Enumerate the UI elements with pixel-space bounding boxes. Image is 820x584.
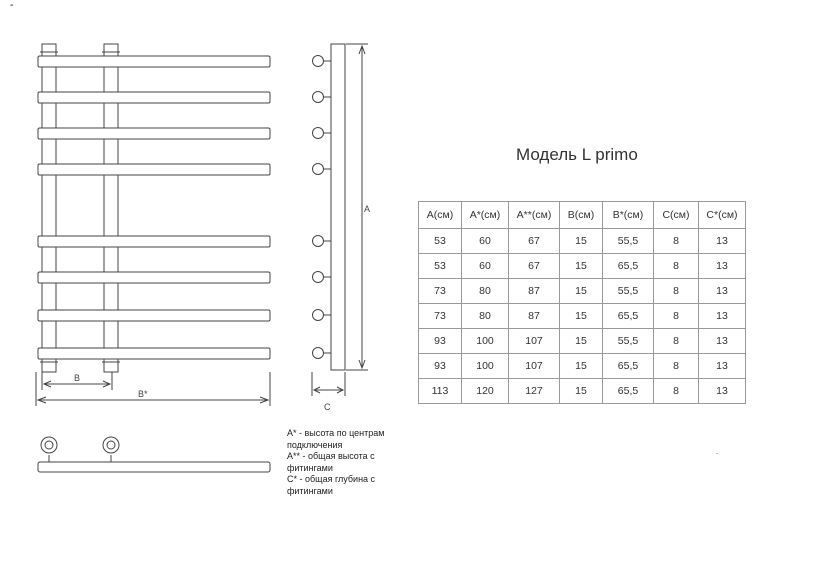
cell: 65,5 bbox=[603, 354, 654, 379]
table-row bbox=[419, 254, 746, 279]
cell: 13 bbox=[699, 304, 746, 329]
cell: 8 bbox=[654, 354, 699, 379]
cell: 65,5 bbox=[603, 304, 654, 329]
spec-table bbox=[418, 201, 746, 404]
cell: 55,5 bbox=[603, 229, 654, 254]
cell: 60 bbox=[462, 254, 509, 279]
knob bbox=[313, 56, 324, 67]
cell: 67 bbox=[509, 229, 560, 254]
rail bbox=[38, 128, 270, 139]
front-rails bbox=[38, 56, 270, 359]
cell: 8 bbox=[654, 229, 699, 254]
cell: 8 bbox=[654, 304, 699, 329]
dimension-b-star-label: B* bbox=[138, 389, 148, 399]
table-row bbox=[419, 329, 746, 354]
side-knobs bbox=[313, 56, 332, 359]
cell: 65,5 bbox=[603, 254, 654, 279]
cell: 120 bbox=[462, 379, 509, 404]
cell: 67 bbox=[509, 254, 560, 279]
cell: 73 bbox=[419, 304, 462, 329]
dimension-b-label: B bbox=[74, 373, 81, 383]
cell: 53 bbox=[419, 229, 462, 254]
cell: 8 bbox=[654, 379, 699, 404]
cell: 15 bbox=[560, 379, 603, 404]
cell: 93 bbox=[419, 329, 462, 354]
dimension-a-label: A bbox=[364, 204, 371, 214]
knob bbox=[313, 164, 324, 175]
side-view bbox=[312, 44, 371, 396]
cell: 113 bbox=[419, 379, 462, 404]
header-c-star: C*(см) bbox=[699, 202, 746, 229]
header-c: C(см) bbox=[654, 202, 699, 229]
cell: 15 bbox=[560, 329, 603, 354]
rail bbox=[38, 310, 270, 321]
cell: 13 bbox=[699, 354, 746, 379]
cell: 55,5 bbox=[603, 329, 654, 354]
front-view bbox=[38, 44, 270, 372]
header-b: B(см) bbox=[560, 202, 603, 229]
dimension-c-label: C bbox=[324, 402, 331, 412]
cell: 8 bbox=[654, 329, 699, 354]
rail bbox=[38, 236, 270, 247]
cell: 65,5 bbox=[603, 379, 654, 404]
header-b-star: B*(см) bbox=[603, 202, 654, 229]
table-row bbox=[419, 279, 746, 304]
knob bbox=[313, 310, 324, 321]
cell: 13 bbox=[699, 379, 746, 404]
table-row bbox=[419, 379, 746, 404]
knob bbox=[313, 272, 324, 283]
knob bbox=[313, 348, 324, 359]
table-row bbox=[419, 304, 746, 329]
footnote-c-star: C* - общая глубина с фитингами bbox=[287, 474, 376, 496]
rail bbox=[38, 348, 270, 359]
cell: 100 bbox=[462, 354, 509, 379]
cell: 100 bbox=[462, 329, 509, 354]
rail bbox=[38, 92, 270, 103]
table-row bbox=[419, 354, 746, 379]
cell: 8 bbox=[654, 254, 699, 279]
cell: 60 bbox=[462, 229, 509, 254]
cell: 53 bbox=[419, 254, 462, 279]
cell: 107 bbox=[509, 329, 560, 354]
corner-mark: - bbox=[10, 0, 14, 11]
rail bbox=[38, 56, 270, 67]
cell: 8 bbox=[654, 279, 699, 304]
model-title: Модель L primo bbox=[516, 145, 638, 164]
cell: 15 bbox=[560, 254, 603, 279]
cell: 15 bbox=[560, 304, 603, 329]
rail bbox=[38, 164, 270, 175]
width-dimensions bbox=[36, 372, 270, 406]
footnotes bbox=[287, 428, 397, 497]
cell: 107 bbox=[509, 354, 560, 379]
side-collector bbox=[331, 44, 345, 370]
top-view bbox=[38, 437, 270, 472]
knob bbox=[313, 236, 324, 247]
rail bbox=[38, 272, 270, 283]
cell: 15 bbox=[560, 279, 603, 304]
footnote-a-double-star: A** - общая высота с фитингами bbox=[287, 451, 375, 473]
stray-mark: . bbox=[716, 447, 719, 456]
header-a-double-star: A**(см) bbox=[509, 202, 560, 229]
cell: 13 bbox=[699, 279, 746, 304]
footnote-a-star: A* - высота по центрам подключения bbox=[287, 428, 385, 450]
header-a: A(см) bbox=[419, 202, 462, 229]
cell: 13 bbox=[699, 329, 746, 354]
knob bbox=[313, 128, 324, 139]
cell: 93 bbox=[419, 354, 462, 379]
header-a-star: A*(см) bbox=[462, 202, 509, 229]
cell: 80 bbox=[462, 304, 509, 329]
cell: 13 bbox=[699, 229, 746, 254]
table-row bbox=[419, 229, 746, 254]
cell: 87 bbox=[509, 279, 560, 304]
cell: 55,5 bbox=[603, 279, 654, 304]
knob bbox=[313, 92, 324, 103]
cell: 87 bbox=[509, 304, 560, 329]
cell: 127 bbox=[509, 379, 560, 404]
cell: 15 bbox=[560, 229, 603, 254]
cell: 80 bbox=[462, 279, 509, 304]
cell: 15 bbox=[560, 354, 603, 379]
cell: 13 bbox=[699, 254, 746, 279]
table-header-row bbox=[419, 202, 746, 229]
cell: 73 bbox=[419, 279, 462, 304]
